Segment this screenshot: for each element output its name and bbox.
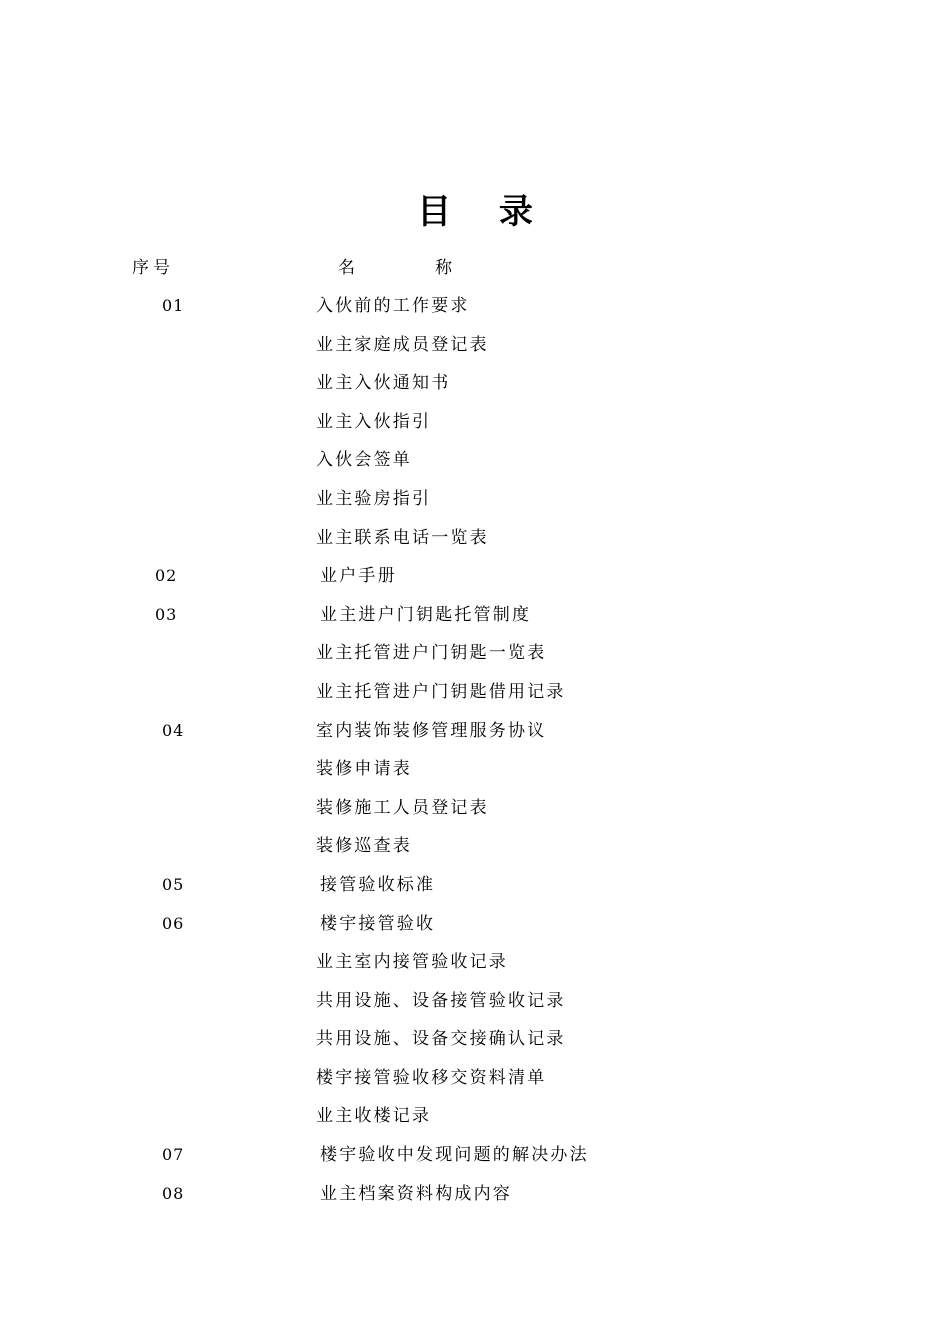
toc-entry xyxy=(0,364,950,403)
toc-entry-number: 08 xyxy=(162,1183,185,1203)
toc-entry-number: 03 xyxy=(155,604,178,624)
toc-entry xyxy=(0,596,950,635)
toc-entry xyxy=(0,866,950,905)
toc-entry xyxy=(0,557,950,596)
toc-entry xyxy=(0,634,950,673)
toc-entry xyxy=(0,712,950,751)
toc-entry-title: 装修申请表 xyxy=(316,759,412,780)
toc-entry xyxy=(0,1175,950,1214)
toc-entry-title: 室内装饰装修管理服务协议 xyxy=(316,720,547,741)
toc-entry xyxy=(0,1097,950,1136)
toc-entry-title: 入伙前的工作要求 xyxy=(316,296,470,316)
toc-list xyxy=(0,287,950,1213)
toc-entry-title: 业主入伙指引 xyxy=(316,411,432,432)
page-title: 目 录 xyxy=(417,192,551,232)
toc-entry-title: 业主档案资料构成内容 xyxy=(320,1183,512,1204)
toc-entry xyxy=(0,789,950,828)
toc-entry xyxy=(0,441,950,480)
toc-entry xyxy=(0,943,950,982)
toc-entry-title: 楼宇验收中发现问题的解决办法 xyxy=(320,1145,589,1166)
toc-entry xyxy=(0,519,950,558)
toc-entry-title: 共用设施、设备交接确认记录 xyxy=(316,1029,566,1050)
toc-entry xyxy=(0,827,950,866)
toc-entry-number: 01 xyxy=(162,296,185,315)
toc-entry-number: 05 xyxy=(162,874,185,894)
toc-entry-title: 业主验房指引 xyxy=(316,488,432,509)
column-header-name-part-2: 称 xyxy=(435,258,456,278)
toc-entry-title: 业户手册 xyxy=(320,566,397,587)
toc-entry-title: 装修巡查表 xyxy=(316,836,412,857)
toc-entry-title: 业主家庭成员登记表 xyxy=(316,334,489,355)
toc-entry-title: 业主收楼记录 xyxy=(316,1106,432,1127)
toc-entry-title: 共用设施、设备接管验收记录 xyxy=(316,990,566,1011)
toc-entry-number: 06 xyxy=(162,913,185,933)
toc-entry-number: 07 xyxy=(162,1145,185,1165)
toc-entry xyxy=(0,1059,950,1098)
toc-entry-title: 装修施工人员登记表 xyxy=(316,797,489,818)
toc-entry-title: 楼宇接管验收 xyxy=(320,913,436,934)
toc-entry xyxy=(0,905,950,944)
toc-entry-title: 业主入伙通知书 xyxy=(316,373,451,394)
column-header-name-part-1: 名 xyxy=(338,258,359,278)
column-header-number: 序号 xyxy=(132,258,174,278)
toc-entry-title: 业主托管进户门钥匙借用记录 xyxy=(316,681,566,702)
toc-entry xyxy=(0,287,950,326)
toc-entry-number: 02 xyxy=(155,566,178,586)
toc-entry xyxy=(0,326,950,365)
toc-entry-title: 楼宇接管验收移交资料清单 xyxy=(316,1067,547,1088)
toc-entry-title: 业主托管进户门钥匙一览表 xyxy=(316,643,547,664)
toc-entry xyxy=(0,1136,950,1175)
toc-entry-title: 入伙会签单 xyxy=(316,450,412,471)
toc-entry xyxy=(0,750,950,789)
toc-entry-title: 接管验收标准 xyxy=(320,874,436,895)
toc-entry xyxy=(0,982,950,1021)
toc-entry xyxy=(0,673,950,712)
toc-entry xyxy=(0,403,950,442)
toc-entry-number: 04 xyxy=(162,720,185,740)
toc-entry-title: 业主进户门钥匙托管制度 xyxy=(320,604,532,625)
toc-entry xyxy=(0,480,950,519)
toc-entry-title: 业主室内接管验收记录 xyxy=(316,952,508,973)
toc-entry xyxy=(0,1020,950,1059)
toc-entry-title: 业主联系电话一览表 xyxy=(316,527,489,548)
